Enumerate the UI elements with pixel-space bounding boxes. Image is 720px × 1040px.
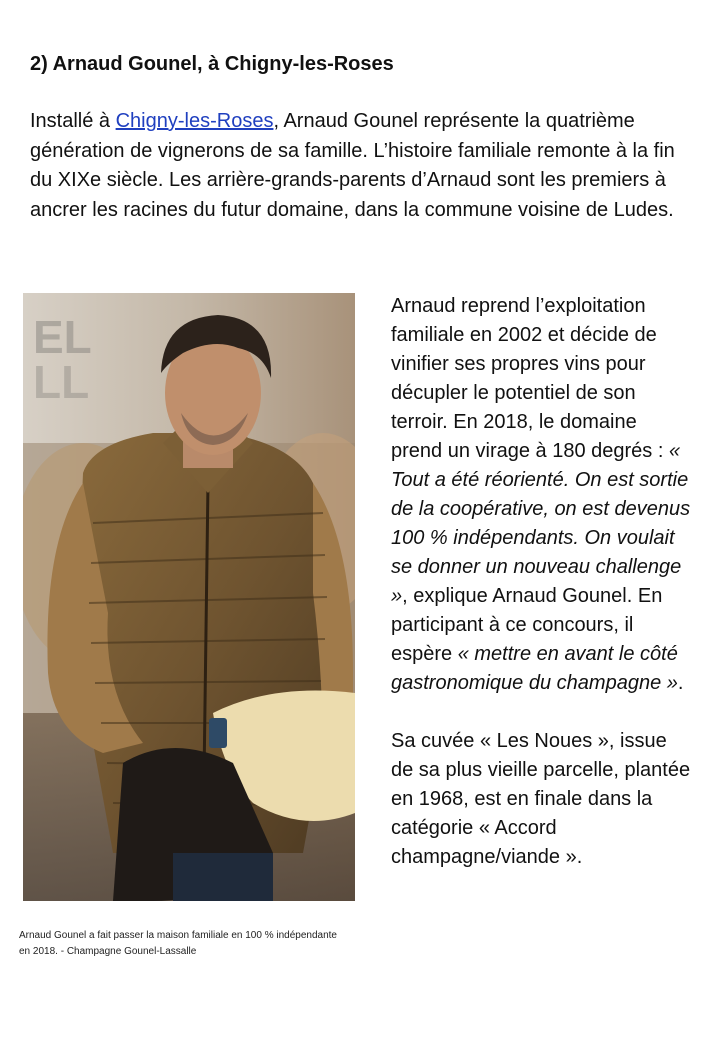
- side-paragraph-1: [391, 292, 691, 698]
- article-heading: 2) Arnaud Gounel, à Chigny-les-Roses: [30, 53, 394, 75]
- svg-text:EL: EL: [33, 311, 92, 363]
- svg-text:LL: LL: [33, 356, 90, 408]
- intro-text-after: , Arnaud Gounel représente la quatrième génération de vignerons de sa famille. L’histoire familiale remonte à la fin du XIXe siècle. Les arrière-grands-parents d’Arnaud sont les premiers à ancrer les racines du futur domaine, dans la commune voisine de Ludes.: [30, 110, 675, 221]
- quote-2: « mettre en avant le côté gastronomique du champagne »: [391, 643, 678, 694]
- photo-caption: Arnaud Gounel a fait passer la maison familiale en 100 % indépendante en 2018. - Champagne Gounel-Lassalle: [19, 930, 337, 957]
- chigny-les-roses-link[interactable]: Chigny-les-Roses: [115, 110, 274, 132]
- side-column: [391, 292, 691, 872]
- quote-1: « Tout a été réorienté. On est sortie de la coopérative, on est devenus 100 % indépendants. On voulait se donner un nouveau challenge »: [391, 440, 691, 607]
- intro-text-before: Installé à: [30, 110, 116, 132]
- side-paragraph-2: Sa cuvée « Les Noues », issue de sa plus vieille parcelle, plantée en 1968, est en finale dans la catégorie « Accord champagne/viande ».: [391, 730, 691, 868]
- photo-arnaud-gounel: [23, 293, 355, 901]
- intro-paragraph: [30, 107, 700, 225]
- photo-illustration: [23, 293, 355, 901]
- side-text-2: , explique Arnaud Gounel. En participant à ce concours, il espère: [391, 585, 663, 665]
- side-text-1: Arnaud reprend l’exploitation familiale en 2002 et décide de vinifier ses propres vins pour décupler le potentiel de son terroir. En 2018, le domaine prend un virage à 180 degrés :: [391, 295, 669, 462]
- side-text-3: .: [677, 672, 684, 694]
